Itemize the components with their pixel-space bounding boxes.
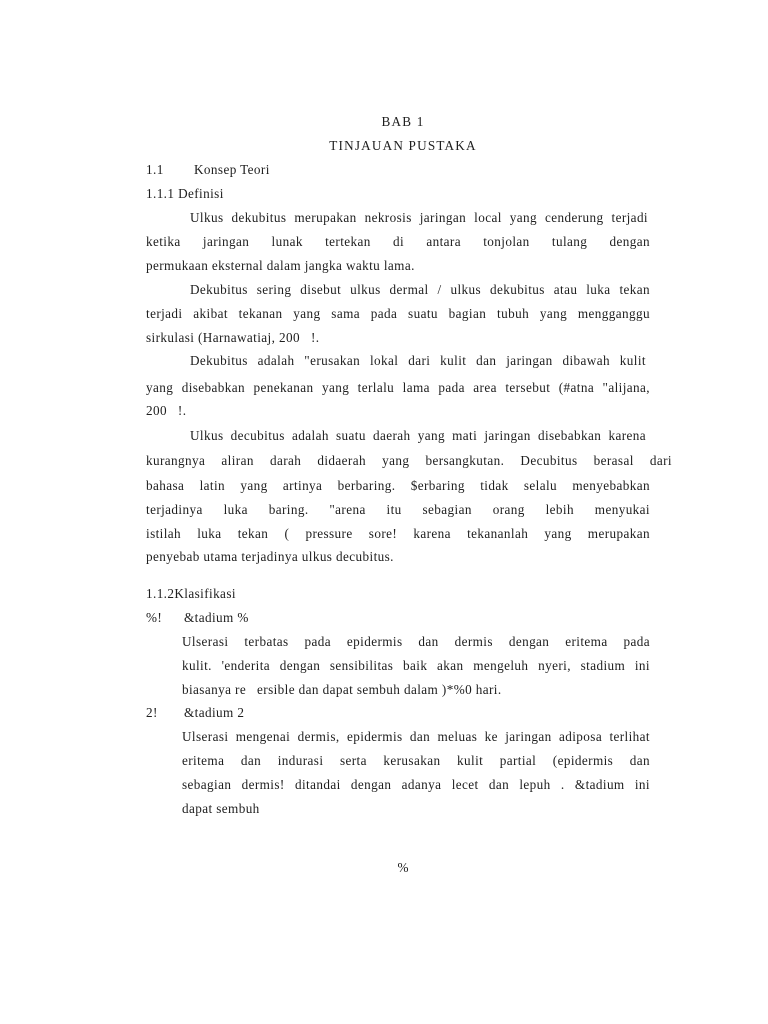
definisi-p4-line-6: penyebab utama terjadinya ulkus decubitus. [146, 549, 394, 564]
stadium-2-line-2: eritema dan indurasi serta kerusakan kulit partial (epidermis dan [182, 753, 650, 768]
stadium-1-line-3: biasanya reersible dan dapat sembuh dalam )*%0 hari. [182, 682, 502, 697]
definisi-p4-line-1: Ulkus decubitus adalah suatu daerah yang mati jaringan disebabkan karena [190, 428, 646, 443]
definisi-p4-line-2: kurangnya aliran darah didaerah yang bersangkutan. Decubitus berasal dari [146, 453, 672, 468]
definisi-p1-line-2: ketika jaringan lunak tertekan di antara tonjolan tulang dengan [146, 234, 650, 249]
definisi-heading: 1.1.1 Definisi [146, 186, 224, 201]
chapter-number: BAB 1 [381, 114, 425, 129]
definisi-p2-line-1: Dekubitus sering disebut ulkus dermal / ulkus dekubitus atau luka tekan [190, 282, 650, 297]
definisi-p3-line-1: Dekubitus adalah "erusakan lokal dari kulit dan jaringan dibawah kulit [190, 353, 646, 368]
stadium-1-title: &tadium % [184, 610, 249, 625]
chapter-title: TINJAUAN PUSTAKA [329, 138, 477, 153]
stadium-2-line-1: Ulserasi mengenai dermis, epidermis dan meluas ke jaringan adiposa terlihat [182, 729, 650, 744]
stadium-1-line-2: kulit. 'enderita dengan sensibilitas baik akan mengeluh nyeri, stadium ini [182, 658, 650, 673]
definisi-p3-line-2: yang disebabkan penekanan yang terlalu lama pada area tersebut (#atna "alijana, [146, 380, 650, 395]
definisi-p1-line-1: Ulkus dekubitus merupakan nekrosis jaringan local yang cenderung terjadi [190, 210, 648, 225]
page-number: % [397, 860, 409, 875]
section-title: Konsep Teori [194, 162, 270, 177]
section-number: 1.1 [146, 162, 164, 177]
stadium-2-title: &tadium 2 [184, 705, 245, 720]
definisi-p4-line-5: istilah luka tekan ( pressure sore! karena tekananlah yang merupakan [146, 526, 650, 541]
stadium-1-marker: %! [146, 610, 163, 625]
definisi-p4-line-3: bahasa latin yang artinya berbaring. $erbaring tidak selalu menyebabkan [146, 478, 650, 493]
definisi-p1-line-3: permukaan eksternal dalam jangka waktu lama. [146, 258, 415, 273]
definisi-p2-line-2: terjadi akibat tekanan yang sama pada suatu bagian tubuh yang mengganggu [146, 306, 650, 321]
stadium-2-line-3: sebagian dermis! ditandai dengan adanya lecet dan lepuh . &tadium ini [182, 777, 650, 792]
definisi-p2-line-3: sirkulasi (Harnawatiaj, 200!. [146, 330, 320, 345]
stadium-1-line-1: Ulserasi terbatas pada epidermis dan dermis dengan eritema pada [182, 634, 650, 649]
definisi-p4-line-4: terjadinya luka baring. "arena itu sebagian orang lebih menyukai [146, 502, 650, 517]
stadium-2-marker: 2! [146, 705, 158, 720]
klasifikasi-heading: 1.1.2Klasifikasi [146, 586, 236, 601]
stadium-2-line-4: dapat sembuh [182, 801, 260, 816]
definisi-p3-line-3: 200!. [146, 403, 187, 418]
